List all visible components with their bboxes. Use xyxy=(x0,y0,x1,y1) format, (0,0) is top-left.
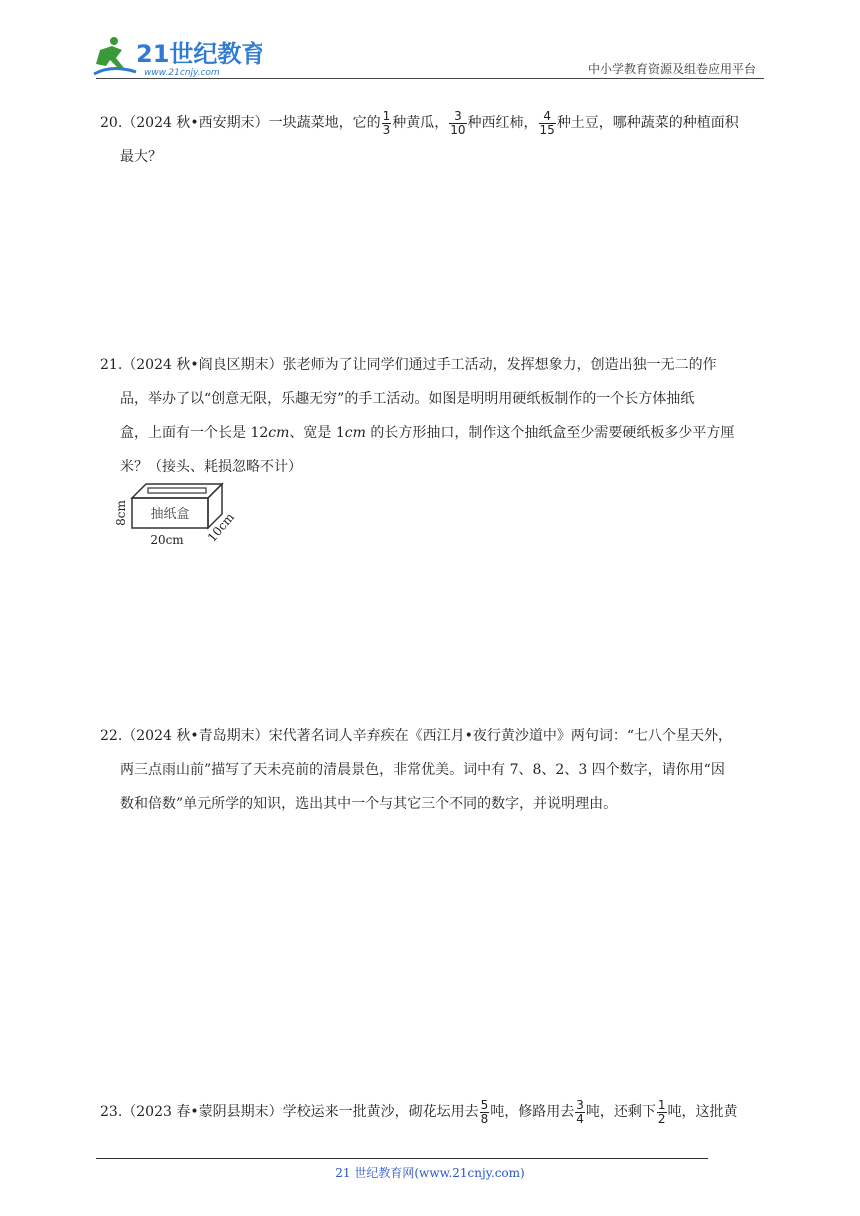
brand-logo xyxy=(92,34,262,80)
box-opening xyxy=(148,488,206,493)
footer-link[interactable]: 21 世纪教育网(www.21cnjy.com) xyxy=(335,1166,525,1180)
question-source: （2024 秋•阎良区期末） xyxy=(122,357,283,373)
question-21-line-2: 品，举办了以“创意无限，乐趣无穷”的手工活动。如图是明明用硬纸板制作的一个长方体抽纸 xyxy=(120,391,695,407)
svg-text:21世纪教育: 21世纪教育 xyxy=(136,40,262,68)
fraction: $\frac{1}{2}$ xyxy=(657,1097,666,1126)
question-20 xyxy=(100,106,768,174)
question-text: 种黄瓜， xyxy=(392,115,449,131)
question-text: 学校运来一批黄沙，砌花坛用去 xyxy=(282,1104,479,1120)
question-23-line-1 xyxy=(100,1095,768,1129)
question-text: 吨，还剩下 xyxy=(585,1104,656,1120)
question-22-line-3: 数和倍数”单元所学的知识，选出其中一个与其它三个不同的数字，并说明理由。 xyxy=(120,796,618,812)
question-20-line-2: 最大？ xyxy=(120,149,162,165)
runner-logo-icon xyxy=(92,34,262,80)
question-number: 21. xyxy=(100,357,123,373)
header-divider xyxy=(96,78,764,79)
question-text: 吨，这批黄 xyxy=(667,1104,738,1120)
question-20-line-1 xyxy=(100,106,768,140)
question-text: 宋代著名词人辛弃疾在《西江月•夜行黄沙道中》两句词：“七八个星天外， xyxy=(268,728,733,744)
question-22 xyxy=(100,719,768,821)
height-label: 8cm xyxy=(114,500,128,526)
box-top-face xyxy=(132,484,222,498)
question-text: 一块蔬菜地，它的 xyxy=(268,115,381,131)
question-text: 种土豆，哪种蔬菜的种植面积 xyxy=(556,115,739,131)
fraction: $\frac{4}{15}$ xyxy=(539,108,555,137)
svg-text:www.21cnjy.com: www.21cnjy.com xyxy=(144,68,220,78)
question-22-line-1 xyxy=(100,719,768,753)
box-label: 抽纸盒 xyxy=(150,507,190,522)
question-number: 22. xyxy=(100,728,123,744)
question-source: （2024 秋•青岛期末） xyxy=(122,728,269,744)
site-tagline: 中小学教育资源及组卷应用平台 xyxy=(587,62,756,76)
tissue-box-figure xyxy=(112,480,242,548)
length-label: 20cm xyxy=(150,533,184,547)
fraction: $\frac{1}{3}$ xyxy=(382,108,391,137)
question-source: （2024 秋•西安期末） xyxy=(122,115,269,131)
width-label: 10cm xyxy=(204,510,238,545)
question-text: 张老师为了让同学们通过手工活动，发挥想象力，创造出独一无二的作 xyxy=(282,357,717,373)
question-21-line-4: 米？（接头、耗损忽略不计） xyxy=(120,459,302,475)
question-text: 吨，修路用去 xyxy=(490,1104,575,1120)
question-source: （2023 春•蒙阴县期末） xyxy=(122,1104,283,1120)
question-23 xyxy=(100,1095,768,1129)
question-21 xyxy=(100,348,768,484)
question-number: 23. xyxy=(100,1104,123,1120)
page-header xyxy=(0,0,860,80)
fraction: $\frac{5}{8}$ xyxy=(480,1097,489,1126)
question-22-line-2: 两三点雨山前”描写了天未亮前的清晨景色，非常优美。词中有 7、8、2、3 四个数字，请你用“因 xyxy=(120,762,725,778)
question-21-line-1 xyxy=(100,348,768,382)
footer-divider xyxy=(96,1158,708,1159)
question-text: 种西红柿， xyxy=(467,115,538,131)
question-21-line-3: 盒，上面有一个长是 12cm、宽是 1cm 的长方形抽口，制作这个抽纸盒至少需要硬纸板多少平方厘 xyxy=(120,425,735,441)
fraction: $\frac{3}{10}$ xyxy=(450,108,466,137)
question-number: 20. xyxy=(100,115,123,131)
fraction: $\frac{3}{4}$ xyxy=(576,1097,584,1126)
